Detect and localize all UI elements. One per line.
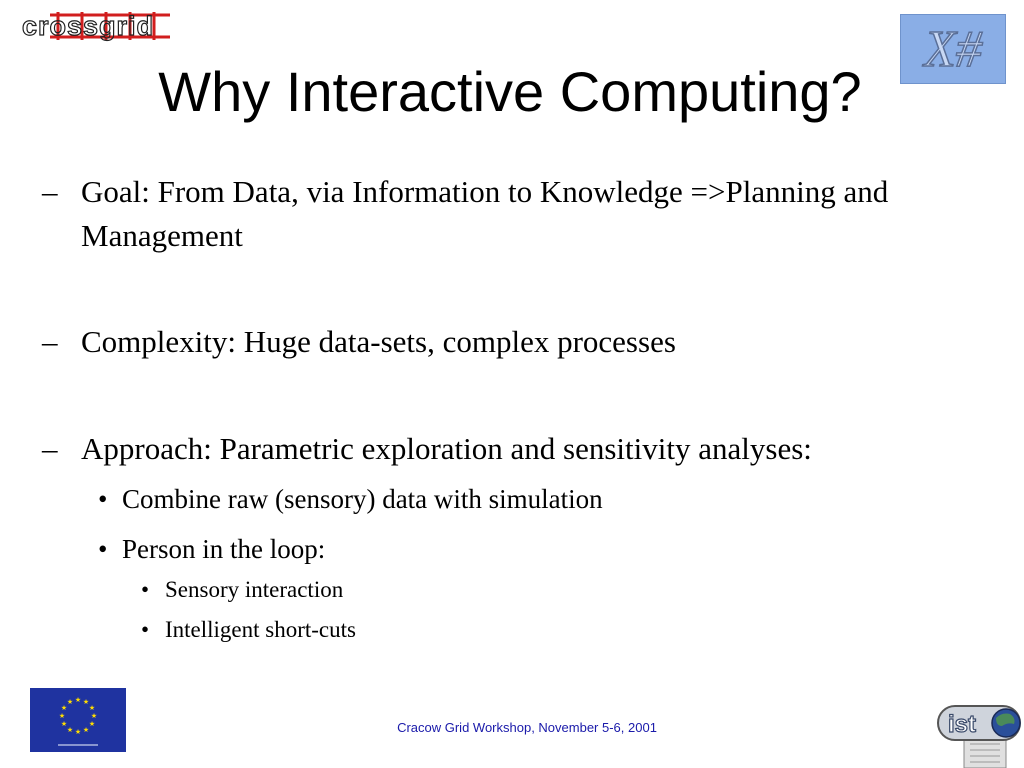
bullet-text: Combine raw (sensory) data with simulation [122, 484, 603, 514]
dash-marker: – [42, 174, 58, 209]
bullet-item [42, 320, 992, 364]
svg-text:★: ★ [90, 712, 98, 720]
svg-text:★: ★ [88, 720, 96, 728]
bullet-marker: • [98, 484, 108, 514]
sub-bullet-item [98, 530, 978, 568]
bullet-text: Goal: From Data, via Information to Knowledge =>Planning and Management [81, 174, 889, 253]
bullet-text: Approach: Parametric exploration and sensitivity analyses: [81, 431, 812, 466]
svg-text:★: ★ [58, 712, 66, 720]
svg-text:★: ★ [82, 726, 90, 734]
dash-marker: – [42, 324, 58, 359]
svg-text:★: ★ [74, 696, 82, 704]
svg-text:★: ★ [60, 720, 68, 728]
dash-marker: – [42, 431, 58, 466]
bullet-item [42, 427, 992, 471]
bullet-marker: • [98, 534, 108, 564]
svg-text:★: ★ [66, 698, 74, 706]
xsharp-logo-text: X# [924, 20, 982, 78]
bullet-marker: • [141, 617, 150, 642]
bullet-marker: • [141, 577, 150, 602]
svg-text:★: ★ [74, 728, 82, 736]
svg-text:★: ★ [88, 704, 96, 712]
bullet-text: Person in the loop: [122, 534, 326, 564]
bullet-text: Intelligent short-cuts [165, 617, 356, 642]
bullet-item [42, 170, 992, 258]
footer-text: Cracow Grid Workshop, November 5-6, 2001 [397, 720, 657, 735]
svg-text:★: ★ [66, 726, 74, 734]
slide-title: Why Interactive Computing? [158, 60, 862, 123]
bullet-text: Complexity: Huge data-sets, complex processes [81, 324, 676, 359]
bullet-text: Sensory interaction [165, 577, 344, 602]
ist-logo-text: ist [948, 711, 977, 738]
sub-sub-bullet-item [141, 614, 941, 646]
ist-logo [936, 700, 1024, 768]
sub-bullet-item [98, 480, 978, 518]
svg-text:★: ★ [60, 704, 68, 712]
sub-sub-bullet-item [141, 574, 941, 606]
svg-text:★: ★ [82, 698, 90, 706]
crossgrid-logo-text: crossgrid [22, 11, 155, 41]
